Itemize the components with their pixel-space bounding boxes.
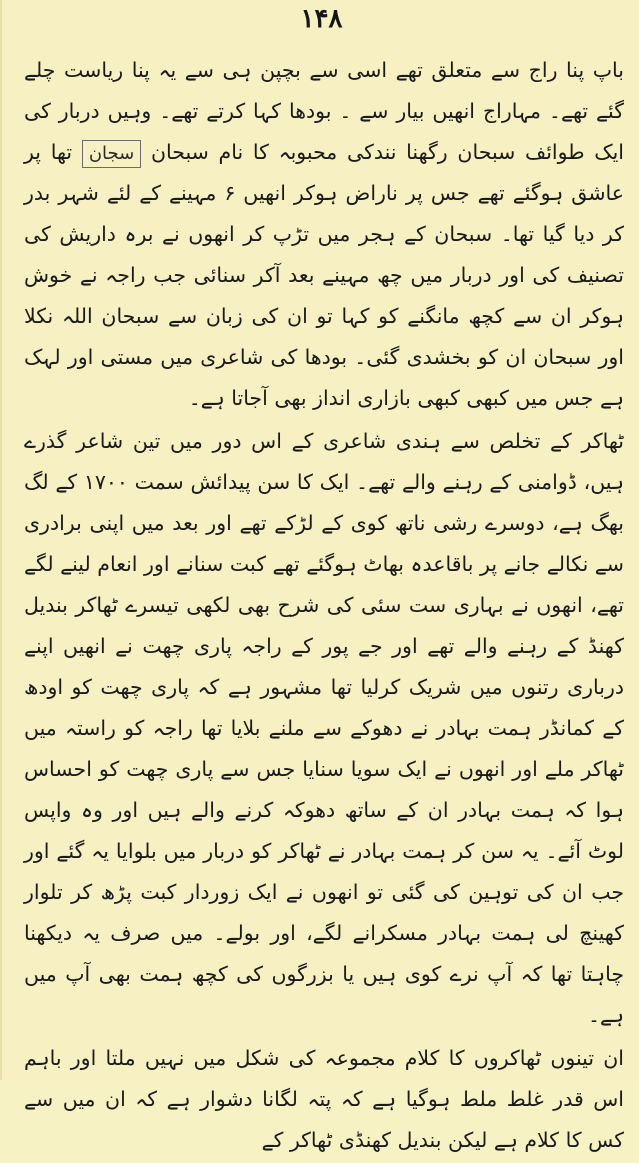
text-line: مسکرانے لگے، اور بولے۔ میں صرف یہ دیکھنا چاہتا تھا کہ آپ نرے کوی ہیں یا بزرگوں: [24, 921, 624, 986]
text-line: دربار میں چھ مہینے بعد آکر سنائی جب راجہ نے خوش ہوکر ان سے کچھ مانگنے کو کہا تو ان کی: [24, 263, 624, 328]
text-line: ان تینوں ٹھاکروں کا کلام مجموعہ کی شکل میں نہیں ملتا اور باہم اس قدر غلط ملط: [24, 1046, 624, 1111]
text-line: بندیل کھنڈ کے رہنے والے تھے اور جے پور کے راجہ پاری چھت نے انھیں اپنے درباری: [24, 593, 624, 699]
text-line: دھوکے سے ملنے بلایا تھا راجہ کو راستہ میں ٹھاکر ملے اور انھوں نے ایک سویا سنایا: [24, 716, 624, 781]
text-line: زبان سے سبحان اللہ نکلا اور سبحان ان کو بخشدی گئی۔ بودھا کی شاعری میں مستی اور لہک: [24, 304, 624, 369]
paragraph-thakur: [24, 421, 624, 1036]
paragraph-collection: [24, 1038, 624, 1161]
text-line: کوی کے لڑکے تھے اور بعد میں اپنی برادری سے نکالے جانے پر باقاعدہ بھاٹ ہوگئے تھے کبت: [24, 511, 624, 576]
text-line: رتنوں میں شریک کرلیا تھا مشہور ہے کہ پاری چھت کو اودھ کے کمانڈر ہمت بہادر نے: [24, 675, 624, 740]
text-line: انھیں بیار سے ۔ بودھا کہا کرتے تھے۔ وہیں دربار کی ایک طوائف سبحان رگھنا نندکی محبوبہ: [24, 99, 624, 164]
text-line: کے رہنے والے تھے۔ ایک کا سن پیدائش سمت ۱۷۰۰ کے لگ بھگ ہے، دوسرے رشی ناتھ: [24, 470, 624, 535]
text-line: ٹھاکر کے تخلص سے ہندی شاعری کے اس دور میں تین شاعر گذرے ہیں، ڈوامنی: [24, 429, 624, 494]
devanagari-annotation: سجان: [82, 140, 141, 168]
page-number: ۱۴۸: [300, 4, 343, 34]
text-line: ہوگیا ہے کہ پتہ لگانا دشوار ہے کہ ان میں سے کس کا کلام ہے لیکن بندیل کھنڈی ٹھاکر کے: [24, 1087, 624, 1152]
text-line: کا نام سبحان: [150, 140, 269, 164]
text-line: سنانے اور انعام لینے لگے تھے، انھوں نے بہاری ست سئی کی شرح بھی لکھی تیسرے ٹھاکر: [24, 552, 624, 617]
text-line: جس سے پاری چھت کو احساس ہوا کہ ہمت بہادر ان کے ساتھ دھوکہ کرنے والے ہیں: [24, 757, 624, 822]
text-line: کی کچھ ہمت بھی آپ میں ہے۔: [24, 962, 624, 1027]
text-line: اور وہ واپس لوٹ آئے۔ یہ سن کر ہمت بہادر نے ٹھاکر کو دربار میں بلوایا یہ گئے اور جب: [24, 798, 624, 904]
text-line: تھا پر عاشق ہوگئے تھے جس پر ناراض ہوکر انھیں ۶ مہینے کے لئے: [24, 140, 625, 205]
paragraph-bodha: [24, 50, 624, 419]
text-line: ہے جس میں کبھی کبھی بازاری انداز بھی آجاتا ہے۔: [188, 386, 624, 410]
text-line: باپ پنا راج سے متعلق تھے اسی سے بچپن ہی سے یہ پنا ریاست چلے گئے تھے۔ مہاراج: [24, 58, 624, 123]
page-body: [24, 50, 624, 1163]
text-line: ان کی توہین کی گئی تو انھوں نے ایک زوردار کبت پڑھ کر تلوار کھینچ لی ہمت بہادر: [24, 880, 624, 945]
text-line: شہر بدر کر دیا گیا تھا۔ سبحان کے ہجر میں تڑپ کر انھوں نے برہ داریش کی تصنیف کی اور: [24, 181, 624, 287]
